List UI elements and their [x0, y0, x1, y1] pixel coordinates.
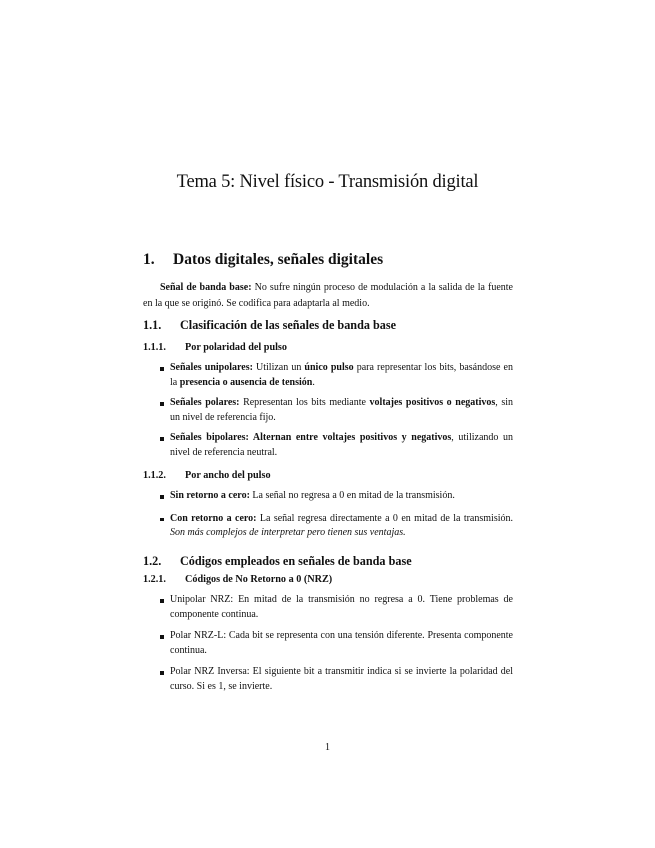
subsubsection-title: Por polaridad del pulso: [185, 342, 287, 353]
item-text: Representan los bits mediante: [239, 397, 370, 408]
item-emphasis: presencia o ausencia de tensión: [179, 376, 313, 388]
item-text: Polar NRZ Inversa: El siguiente bit a transmitir indica si se invierte la polaridad del curso. Si es 1, se invierte.: [170, 666, 513, 692]
nrz-codes-list: [143, 593, 513, 694]
item-text: , sin un nivel de referencia fijo.: [170, 397, 514, 423]
item-text: Polar NRZ-L: Cada bit se representa con una tensión diferente. Presenta componente continua.: [170, 630, 513, 656]
item-note: Son más complejos de interpretar pero tienen sus ventajas.: [170, 527, 406, 538]
list-item: [143, 431, 513, 460]
bullet-icon: [160, 367, 164, 371]
bullet-icon: [160, 495, 164, 499]
subsection-1-2-heading: [143, 554, 412, 569]
subsection-number: 1.1.: [143, 318, 162, 332]
intro-term: Señal de banda base:: [160, 282, 252, 293]
intro-paragraph: [143, 280, 513, 311]
item-text: La señal regresa directamente a 0 en mitad de la transmisión.: [256, 512, 513, 524]
subsection-number: 1.2.: [143, 554, 162, 568]
subsection-title: Clasificación de las señales de banda base: [180, 318, 397, 332]
list-item: [143, 489, 513, 504]
polarity-list: [143, 361, 513, 460]
subsubsection-1-2-1-heading: [143, 574, 332, 585]
bullet-icon: [160, 402, 164, 406]
item-text: Unipolar NRZ: En mitad de la transmisión no regresa a 0. Tiene problemas de componente continua.: [170, 594, 513, 620]
section-number: 1.: [143, 251, 155, 268]
subsubsection-1-1-1-heading: [143, 342, 287, 353]
item-term: Señales bipolares: Alternan entre voltajes positivos y negativos: [170, 432, 452, 443]
item-text: .: [312, 376, 315, 388]
document-title: Tema 5: Nivel físico - Transmisión digital: [176, 172, 479, 192]
bullet-icon: [160, 518, 164, 522]
list-item: [143, 396, 513, 425]
item-term: Señales polares:: [170, 397, 240, 408]
bullet-icon: [160, 437, 164, 441]
item-term: Señales unipolares:: [170, 362, 253, 373]
section-1-heading: [143, 251, 383, 269]
subsubsection-number: 1.2.1.: [143, 574, 166, 585]
intro-definition: No sufre ningún proceso de modulación a la salida de la fuente en la que se originó. Se codifica para adaptarla al medio.: [143, 282, 513, 309]
list-item: [143, 593, 513, 622]
bullet-icon: [160, 671, 164, 675]
list-item: [143, 361, 513, 390]
item-emphasis: único pulso: [304, 362, 354, 373]
list-item: [143, 512, 513, 541]
item-emphasis: voltajes positivos o negativos: [369, 397, 496, 408]
list-item: [143, 665, 513, 694]
subsection-1-1-heading: [143, 318, 396, 333]
item-text: Utilizan un: [252, 362, 305, 373]
subsubsection-number: 1.1.1.: [143, 342, 166, 353]
list-item: [143, 629, 513, 658]
bullet-icon: [160, 635, 164, 639]
item-text: para representar los bits, basándose en la: [170, 362, 513, 388]
subsubsection-number: 1.1.2.: [143, 470, 166, 481]
page-number: 1: [325, 742, 330, 753]
item-term: Con retorno a cero:: [170, 512, 257, 524]
bullet-icon: [160, 599, 164, 603]
item-text: La señal no regresa a 0 en mitad de la transmisión.: [249, 490, 455, 501]
section-title: Datos digitales, señales digitales: [173, 251, 384, 268]
subsection-title: Códigos empleados en señales de banda base: [180, 554, 412, 568]
subsubsection-title: Códigos de No Retorno a 0 (NRZ): [185, 574, 333, 585]
subsubsection-1-1-2-heading: [143, 470, 271, 481]
subsubsection-title: Por ancho del pulso: [185, 470, 271, 481]
pulse-width-list: [143, 489, 513, 541]
item-term: Sin retorno a cero:: [170, 490, 250, 501]
item-text: , utilizando un nivel de referencia neutral.: [170, 432, 513, 458]
